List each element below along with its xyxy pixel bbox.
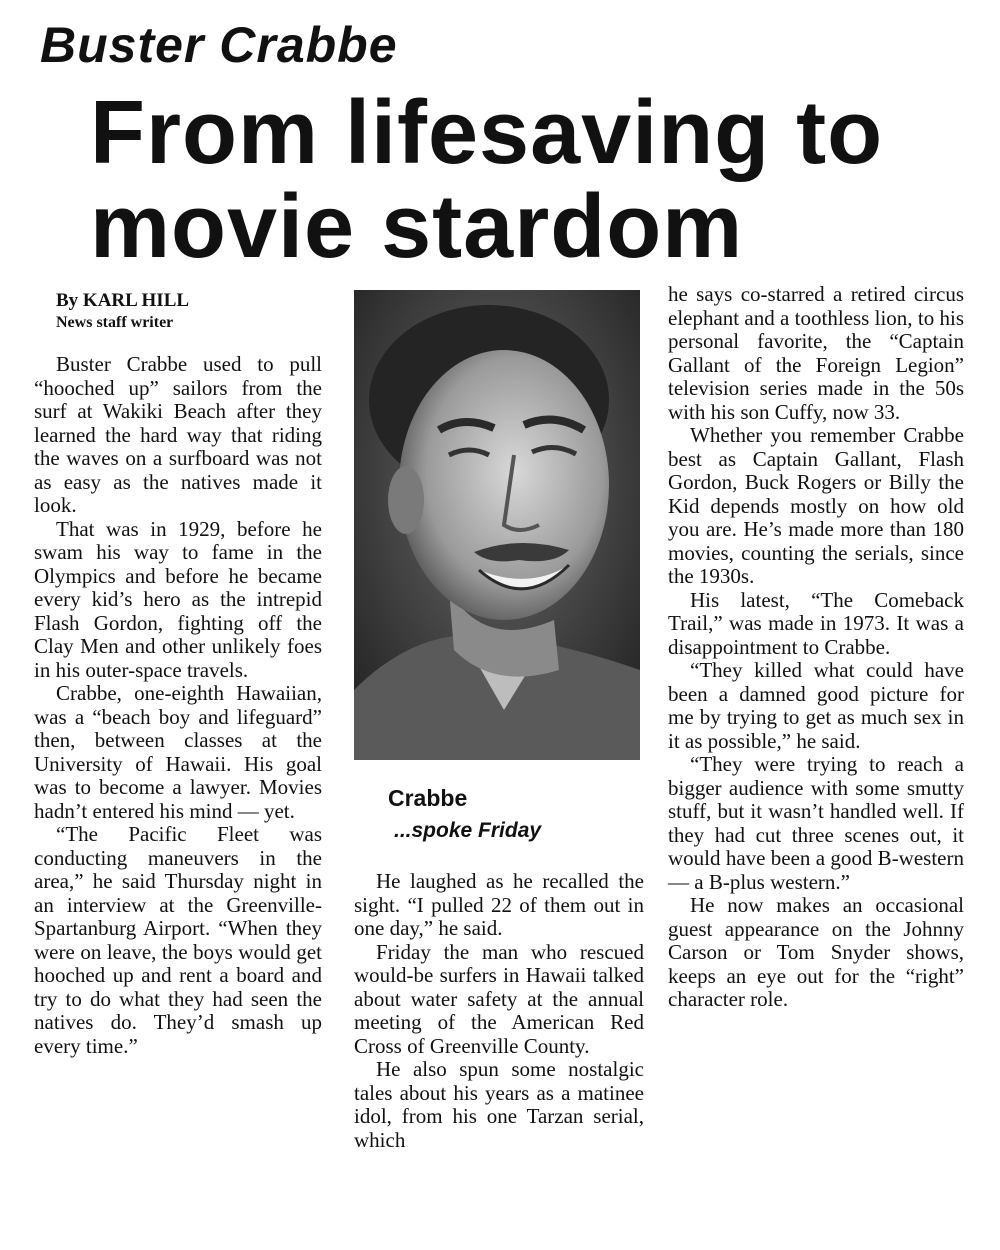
article-column-2 (354, 870, 644, 1152)
paragraph: “The Pacific Fleet was conducting maneuvers in the area,” he said Thursday night in an interview at the Greenville-Spartanburg Airport. “When they were on leave, the boys would get hooched up and rent a board and try to do what they had seen the natives do. They’d smash up every time.” (34, 822, 322, 1058)
paragraph: That was in 1929, before he swam his way to fame in the Olympics and before he became every kid’s hero as the intrepid Flash Gordon, fighting off the Clay Men and other unlikely foes in his outer-space travels. (34, 516, 322, 682)
paragraph: He laughed as he recalled the sight. “I pulled 22 of them out in one day,” he said. (354, 869, 644, 940)
paragraph: His latest, “The Comeback Trail,” was made in 1973. It was a disappointment to Crabbe. (668, 587, 964, 659)
paragraph: Whether you remember Crabbe best as Captain Gallant, Flash Gordon, Buck Rogers or Billy the Kid depends mostly on how old you are. He’s made more than 180 movies, counting the serials, since the 1930s. (668, 423, 964, 588)
paragraph: Friday the man who rescued would-be surfers in Hawaii talked about water safety at the annual meeting of the American Red Cross of Greenville County. (354, 939, 644, 1058)
byline-role: News staff writer (56, 314, 174, 331)
byline (56, 290, 189, 334)
portrait-photo (354, 290, 640, 760)
article-headline: From lifesaving to movie stardom (90, 83, 884, 277)
article-column-3 (668, 283, 964, 1012)
article-kicker: Buster Crabbe (40, 17, 398, 73)
portrait-image (354, 290, 640, 760)
article-column-1 (34, 353, 322, 1058)
paragraph: He now makes an occasional guest appearance on the Johnny Carson or Tom Snyder shows, keeps an eye out for the “right” character role. (668, 893, 964, 1011)
photo-caption-name: Crabbe (388, 785, 468, 811)
paragraph: Crabbe, one-eighth Hawaiian, was a “beach boy and lifeguard” then, between classes at the University of Hawaii. His goal was to become a lawyer. Movies hadn’t entered his mind — yet. (34, 681, 322, 823)
paragraph: he says co-starred a retired circus elephant and a toothless lion, to his personal favorite, the “Captain Gallant of the Foreign Legion” television series made in the 50s with his son Cuffy, now 33. (668, 282, 964, 424)
byline-author: By KARL HILL (56, 290, 190, 311)
paragraph: He also spun some nostalgic tales about his years as a matinee idol, from his one Tarzan serial, which (354, 1057, 644, 1152)
paragraph: Buster Crabbe used to pull “hooched up” sailors from the surf at Wakiki Beach after they learned the hard way that riding the waves on a surfboard was not as easy as the natives made it look. (34, 352, 322, 517)
paragraph: “They killed what could have been a damned good picture for me by trying to get as much sex in it as possible,” he said. (668, 658, 964, 753)
paragraph: “They were trying to reach a bigger audience with some smutty stuff, but it wasn’t handled well. If they had cut three scenes out, it would have been a good B-western — a B-plus western.” (668, 752, 964, 894)
photo-caption-sub: ...spoke Friday (394, 819, 542, 842)
